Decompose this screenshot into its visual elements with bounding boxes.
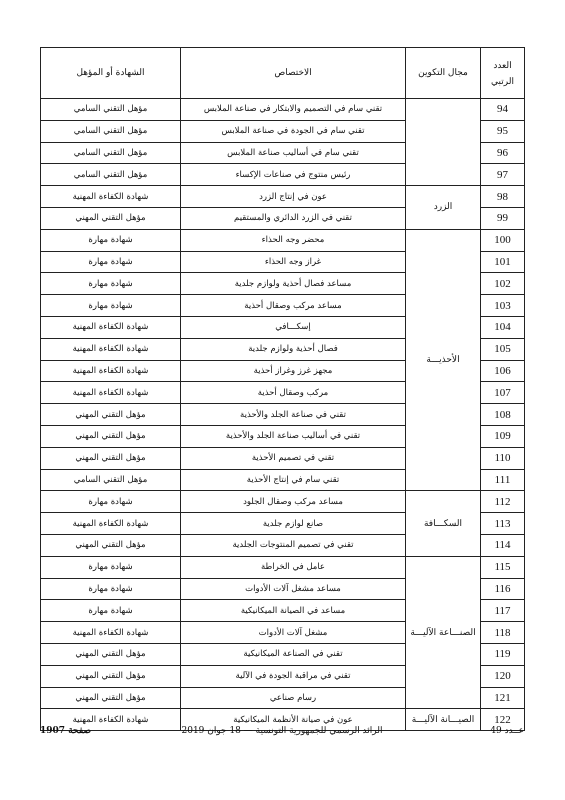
table-row <box>41 186 525 208</box>
row-number: 95 <box>481 120 525 142</box>
table-row <box>41 556 525 578</box>
header-field: مجال التكوين <box>406 48 481 99</box>
row-certificate: شهادة مهارة <box>41 556 181 578</box>
row-specialty: مجهز غرز وغراز أحذية <box>181 360 406 382</box>
row-specialty: تقني في صناعة الجلد والأحذية <box>181 404 406 426</box>
row-number: 109 <box>481 425 525 447</box>
row-certificate: شهادة الكفاءة المهنية <box>41 513 181 535</box>
row-number: 119 <box>481 643 525 665</box>
row-certificate: شهادة الكفاءة المهنية <box>41 316 181 338</box>
row-number: 118 <box>481 622 525 644</box>
row-number: 120 <box>481 665 525 687</box>
row-certificate: مؤهل التقني المهني <box>41 447 181 469</box>
row-certificate: مؤهل التقني السامي <box>41 469 181 491</box>
row-certificate: مؤهل التقني السامي <box>41 142 181 164</box>
training-field: الصنـــاعة الآليـــة <box>406 556 481 709</box>
row-number: 108 <box>481 404 525 426</box>
row-certificate: شهادة مهارة <box>41 491 181 513</box>
row-specialty: مساعد في الصيانة الميكانيكية <box>181 600 406 622</box>
row-certificate: مؤهل التقني المهني <box>41 687 181 709</box>
row-specialty: تقني في أساليب صناعة الجلد والأحذية <box>181 425 406 447</box>
row-specialty: رئيس منتوج في صناعات الإكساء <box>181 164 406 186</box>
row-specialty: فصال أحذية ولوازم جلدية <box>181 338 406 360</box>
table-body <box>41 99 525 731</box>
row-specialty: تقني سام في الجودة في صناعة الملابس <box>181 120 406 142</box>
footer-page-number: صفحة 1907 <box>40 726 92 736</box>
row-certificate: مؤهل التقني المهني <box>41 534 181 556</box>
row-certificate: شهادة مهارة <box>41 273 181 295</box>
row-number: 117 <box>481 600 525 622</box>
row-certificate: مؤهل التقني السامي <box>41 120 181 142</box>
row-specialty: عون في إنتاج الزرد <box>181 186 406 208</box>
row-number: 107 <box>481 382 525 404</box>
row-specialty: تقني في تصميم الأحذية <box>181 447 406 469</box>
row-specialty: تقني في مراقبة الجودة في الآلية <box>181 665 406 687</box>
row-number: 122 <box>481 709 525 731</box>
row-certificate: مؤهل التقني السامي <box>41 99 181 121</box>
row-specialty: تقني سام في إنتاج الأحذية <box>181 469 406 491</box>
row-specialty: مساعد مركب وصقال الجلود <box>181 491 406 513</box>
row-certificate: مؤهل التقني المهني <box>41 207 181 229</box>
row-number: 114 <box>481 534 525 556</box>
row-specialty: عامل في الخراطة <box>181 556 406 578</box>
training-field: الزرد <box>406 186 481 230</box>
row-number: 116 <box>481 578 525 600</box>
row-number: 96 <box>481 142 525 164</box>
row-number: 104 <box>481 316 525 338</box>
row-number: 106 <box>481 360 525 382</box>
row-number: 121 <box>481 687 525 709</box>
row-certificate: شهادة الكفاءة المهنية <box>41 186 181 208</box>
header-certificate: الشهادة أو المؤهل <box>41 48 181 99</box>
row-number: 115 <box>481 556 525 578</box>
row-specialty: تقني سام في أساليب صناعة الملابس <box>181 142 406 164</box>
row-certificate: مؤهل التقني المهني <box>41 643 181 665</box>
table-row <box>41 99 525 121</box>
row-specialty: صانع لوازم جلدية <box>181 513 406 535</box>
row-specialty: غراز وجه الحذاء <box>181 251 406 273</box>
row-number: 98 <box>481 186 525 208</box>
row-specialty: إسكـــافي <box>181 316 406 338</box>
row-number: 105 <box>481 338 525 360</box>
row-specialty: مشغل آلات الأدوات <box>181 622 406 644</box>
row-certificate: شهادة الكفاءة المهنية <box>41 360 181 382</box>
row-certificate: مؤهل التقني السامي <box>41 164 181 186</box>
footer-issue-number: عــدد 49 <box>490 726 524 736</box>
row-specialty: مركب وصقال أحذية <box>181 382 406 404</box>
page-footer <box>40 720 524 744</box>
row-specialty: مساعد فصال أحذية ولوازم جلدية <box>181 273 406 295</box>
row-certificate: شهادة مهارة <box>41 600 181 622</box>
table-row <box>41 229 525 251</box>
row-specialty: تقني في الصناعة الميكانيكية <box>181 643 406 665</box>
header-number-line2: الرتبي <box>491 77 514 87</box>
specialties-table <box>40 47 525 731</box>
training-field: الأحذيـــة <box>406 229 481 491</box>
row-number: 99 <box>481 207 525 229</box>
row-certificate: مؤهل التقني المهني <box>41 665 181 687</box>
row-number: 101 <box>481 251 525 273</box>
header-number <box>481 48 525 99</box>
row-specialty: رسام صناعي <box>181 687 406 709</box>
row-certificate: شهادة مهارة <box>41 229 181 251</box>
row-certificate: شهادة الكفاءة المهنية <box>41 338 181 360</box>
row-certificate: مؤهل التقني المهني <box>41 404 181 426</box>
table-row <box>41 491 525 513</box>
footer-journal-title: الرائد الرسمي للجمهورية التونسية — 18 جوان 2019 <box>181 726 383 736</box>
row-specialty: محضر وجه الحذاء <box>181 229 406 251</box>
row-number: 103 <box>481 295 525 317</box>
row-number: 111 <box>481 469 525 491</box>
header-number-line1: العدد <box>493 61 512 71</box>
row-number: 100 <box>481 229 525 251</box>
row-specialty: مساعد مركب وصقال أحذية <box>181 295 406 317</box>
row-certificate: شهادة الكفاءة المهنية <box>41 622 181 644</box>
row-number: 113 <box>481 513 525 535</box>
row-certificate: شهادة مهارة <box>41 578 181 600</box>
row-number: 94 <box>481 99 525 121</box>
row-number: 112 <box>481 491 525 513</box>
document-page <box>40 47 524 731</box>
training-field: الصيـــانة الآليـــة <box>406 709 481 731</box>
training-field <box>406 99 481 186</box>
row-certificate: شهادة الكفاءة المهنية <box>41 382 181 404</box>
table-header-row <box>41 48 525 99</box>
row-certificate: شهادة مهارة <box>41 295 181 317</box>
row-number: 102 <box>481 273 525 295</box>
row-specialty: عون في صيانة الأنظمة الميكانيكية <box>181 709 406 731</box>
header-specialty: الاختصاص <box>181 48 406 99</box>
row-certificate: شهادة مهارة <box>41 251 181 273</box>
row-certificate: شهادة الكفاءة المهنية <box>41 709 181 731</box>
training-field: السكـــافة <box>406 491 481 556</box>
row-specialty: مساعد مشغل آلات الأدوات <box>181 578 406 600</box>
row-specialty: تقني في الزرد الدائري والمستقيم <box>181 207 406 229</box>
row-specialty: تقني سام في التصميم والابتكار في صناعة الملابس <box>181 99 406 121</box>
row-number: 97 <box>481 164 525 186</box>
row-certificate: مؤهل التقني المهني <box>41 425 181 447</box>
row-specialty: تقني في تصميم المنتوجات الجلدية <box>181 534 406 556</box>
row-number: 110 <box>481 447 525 469</box>
